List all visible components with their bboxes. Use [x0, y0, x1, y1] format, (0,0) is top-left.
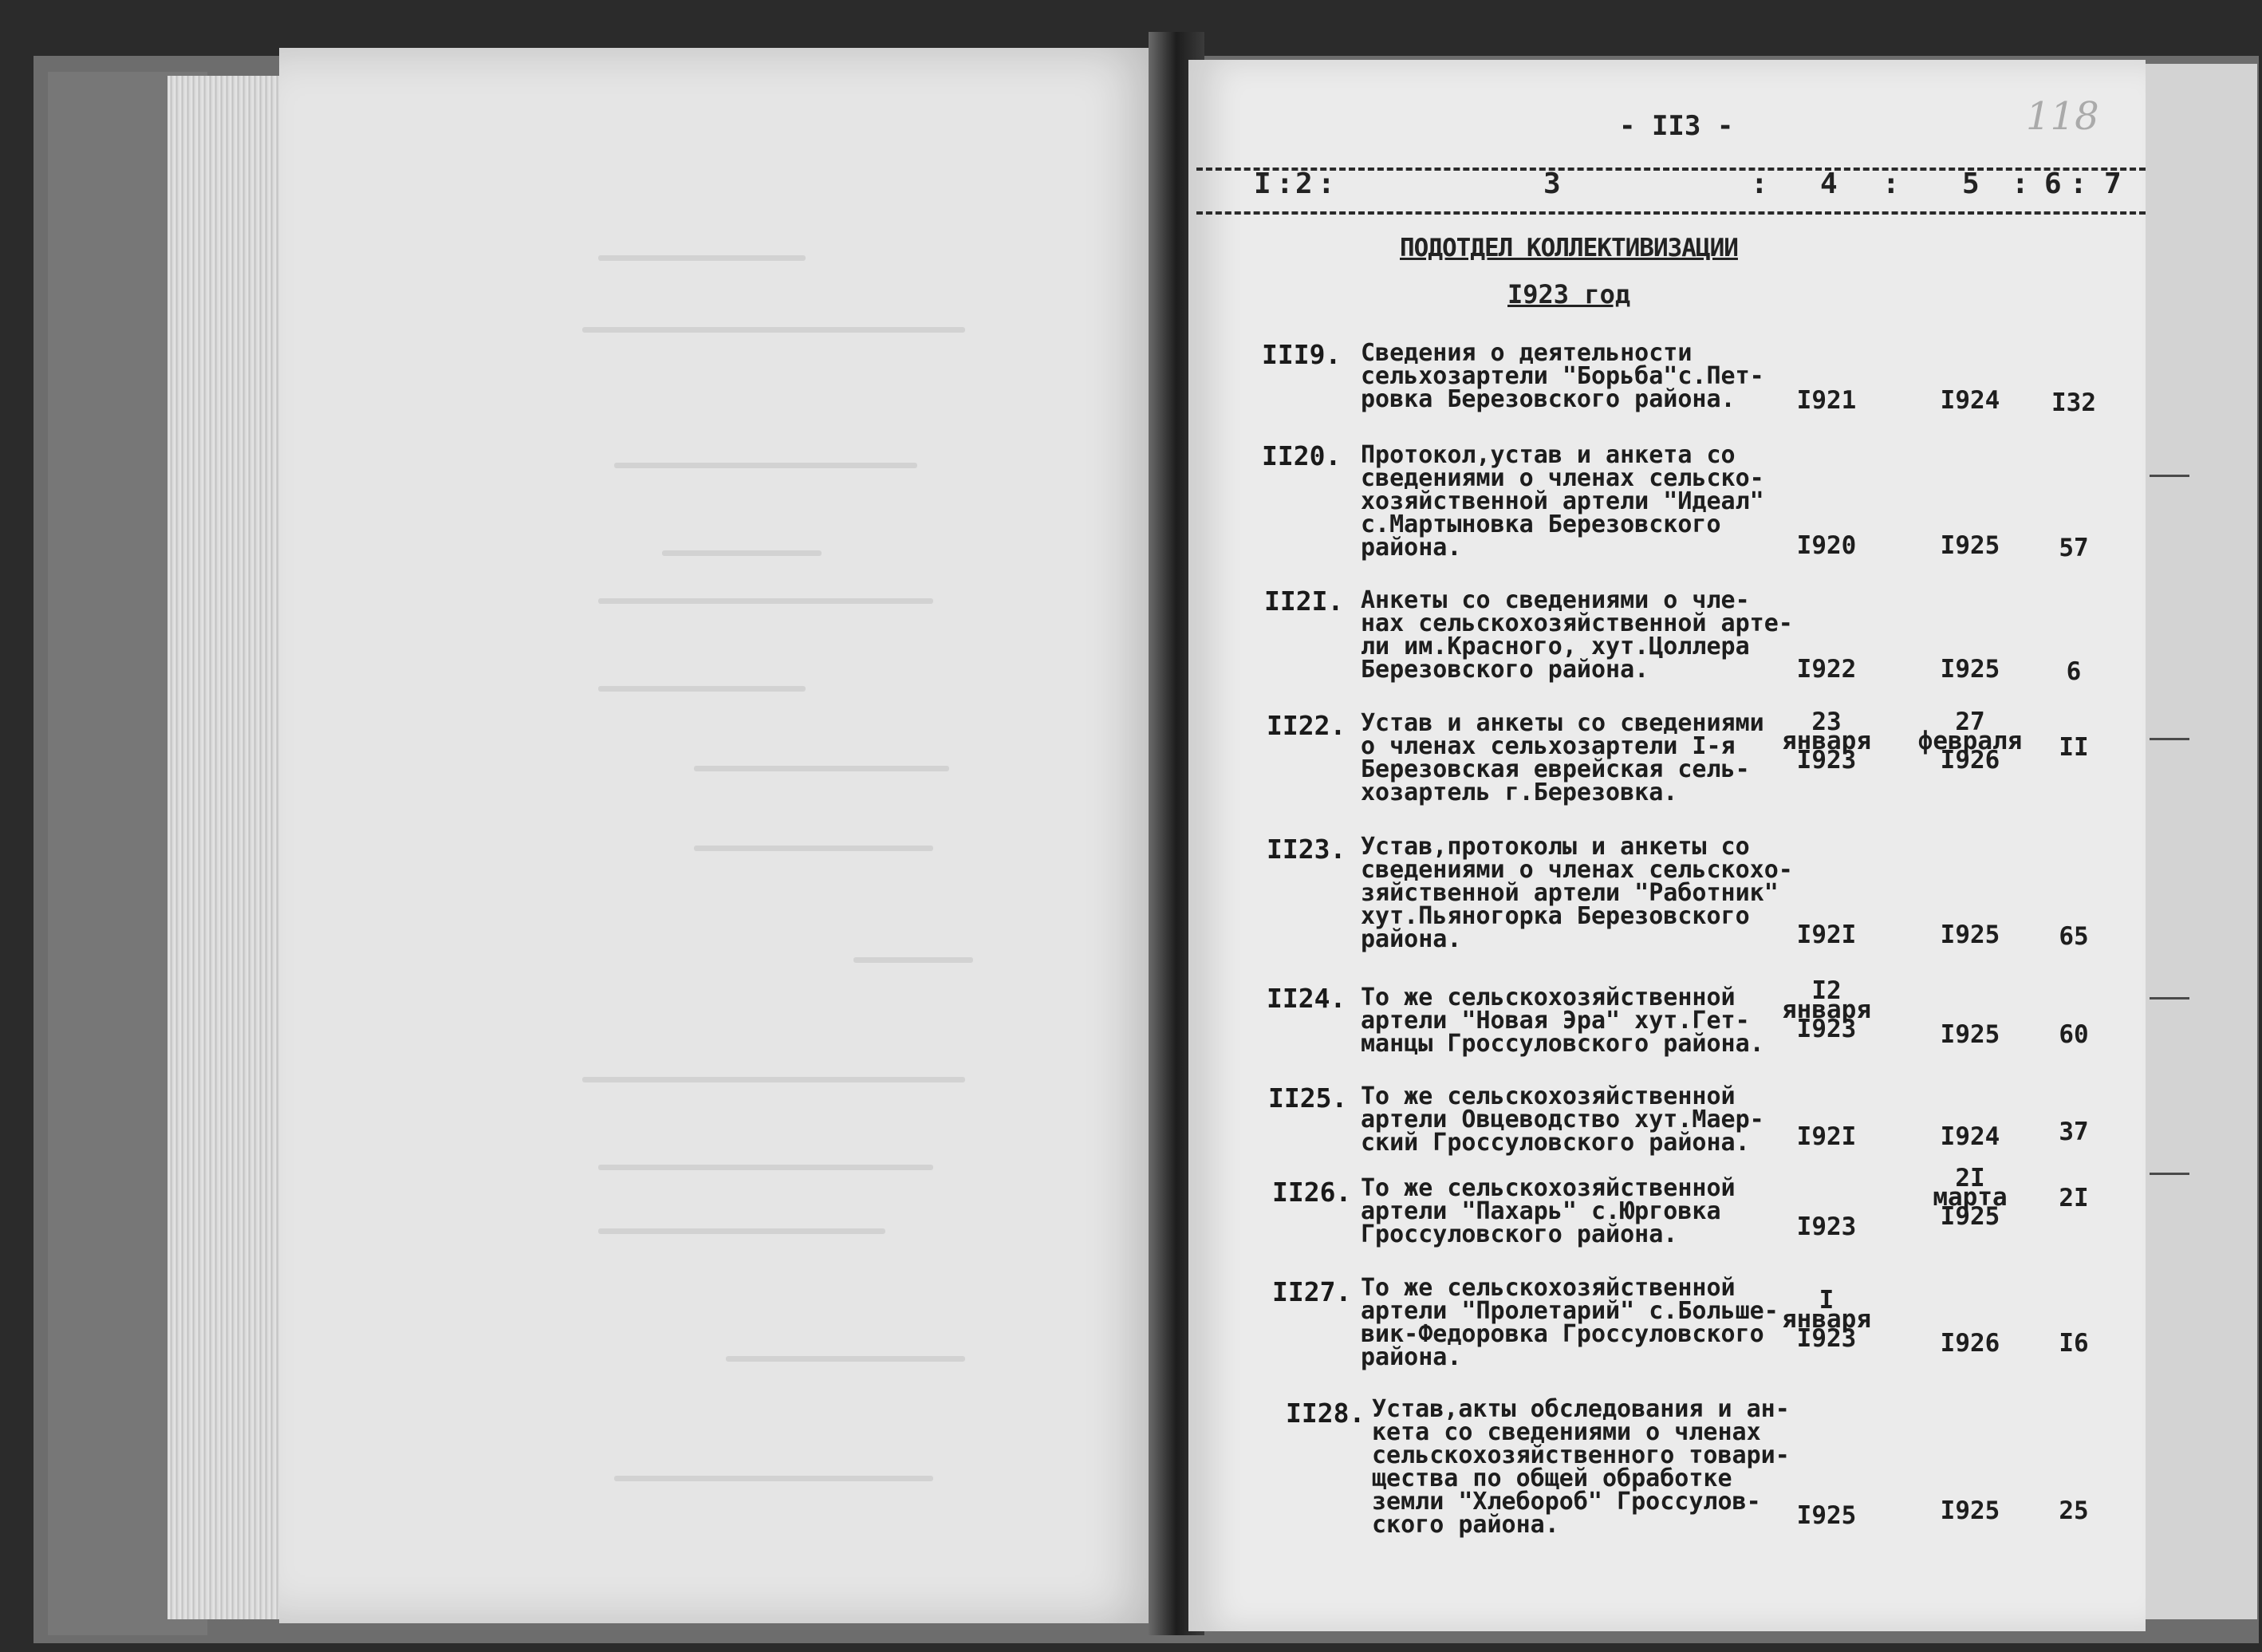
entry-description: Анкеты со сведениями о чле- нах сельскохозяйственной арте- ли им.Красного, хут.Цоллера Березовского района.	[1361, 586, 1793, 684]
entry-sheet-count: 57	[2059, 534, 2089, 562]
entry-sheet-count: II	[2059, 733, 2089, 762]
entry-number: II28.	[1286, 1398, 1365, 1429]
entry-number: III9.	[1262, 339, 1342, 370]
entry-number: II2I.	[1264, 585, 1344, 617]
right-page-edge	[2146, 64, 2257, 1619]
column-header-7: 7	[2104, 168, 2122, 200]
entry-end-date: I924	[1940, 1122, 2000, 1151]
entry-sheet-count: 65	[2059, 922, 2089, 951]
entry-end-date: 2I марта I925	[1933, 1164, 2008, 1231]
column-header-5: 5	[1962, 168, 1980, 200]
entry-start-date: I920	[1796, 531, 1857, 560]
show-through-text	[598, 1228, 885, 1234]
entry-end-date: I925	[1940, 1496, 2000, 1525]
entry-sheet-count: 37	[2059, 1118, 2089, 1146]
page-stack-edges	[167, 76, 295, 1619]
entry-end-date: I924	[1940, 386, 2000, 415]
archive-page-number: 118	[2026, 94, 2099, 139]
column-separator: :	[1882, 168, 1900, 200]
entry-sheet-count: I32	[2051, 388, 2096, 417]
show-through-text	[614, 463, 917, 468]
edge-marker	[2150, 738, 2189, 740]
entry-end-date: I925	[1940, 1020, 2000, 1049]
entry-number: II26.	[1272, 1177, 1352, 1208]
entry-start-date: I2 января I923	[1782, 976, 1871, 1043]
column-header-4: 4	[1820, 168, 1838, 200]
entry-start-date: I92I	[1796, 921, 1857, 949]
entry-sheet-count: 60	[2059, 1020, 2089, 1049]
show-through-text	[853, 957, 973, 963]
edge-marker	[2150, 1173, 2189, 1175]
show-through-text	[598, 1165, 933, 1170]
column-header-1: I	[1254, 168, 1271, 200]
edge-marker	[2150, 997, 2189, 999]
entry-end-date: I926	[1940, 1329, 2000, 1358]
entry-sheet-count: I6	[2059, 1329, 2089, 1358]
entry-description: Протокол,устав и анкета со сведениями о членах сельско- хозяйственной артели "Идеал" с.Мартыновка Березовского района.	[1361, 441, 1764, 562]
page-number: - II3 -	[1619, 110, 1734, 142]
entry-end-date: 27 февраля I926	[1917, 708, 2023, 775]
entry-number: II20.	[1262, 440, 1342, 471]
entry-number: II24.	[1267, 983, 1346, 1014]
entry-description: Устав и анкеты со сведениями о членах сельхозартели I-я Березовская еврейская сель- хозартель г.Березовка.	[1361, 709, 1764, 806]
column-separator: :	[1318, 168, 1335, 200]
left-page-blank-verso	[279, 48, 1164, 1623]
column-header-2: 2	[1295, 168, 1313, 200]
entry-description: То же сельскохозяйственной артели "Новая Эра" хут.Гет- манцы Гроссуловского района.	[1361, 984, 1764, 1058]
header-rule-bottom	[1196, 211, 2146, 215]
entry-end-date: I925	[1940, 921, 2000, 949]
section-title: ПОДОТДЕЛ КОЛЛЕКТИВИЗАЦИИ	[1400, 234, 1738, 262]
show-through-text	[694, 766, 949, 771]
year-title: I923 год	[1507, 279, 1631, 310]
show-through-text	[598, 686, 806, 692]
entry-description: Устав,акты обследования и ан- кета со сведениями о членах сельскохозяйственного товари- щества по общей обработке земли "Хлебороб" Гроссулов- ского района.	[1372, 1395, 1790, 1539]
entry-start-date: I января I923	[1782, 1286, 1871, 1353]
entry-description: То же сельскохозяйственной артели "Пролетарий" с.Больше- вик-Федоровка Гроссуловского района.	[1361, 1274, 1779, 1371]
entry-description: То же сельскохозяйственной артели "Пахарь" с.Юрговка Гроссуловского района.	[1361, 1174, 1736, 1248]
entry-start-date: I921	[1796, 386, 1857, 415]
entry-number: II22.	[1267, 710, 1346, 741]
show-through-text	[694, 846, 933, 851]
show-through-text	[662, 550, 822, 556]
entry-description: Устав,протоколы и анкеты со сведениями о членах сельскохо- зяйственной артели "Работник" хут.Пьяногорка Березовского района.	[1361, 833, 1793, 953]
entry-start-date: I925	[1796, 1501, 1857, 1530]
entry-sheet-count: 2I	[2059, 1184, 2089, 1212]
entry-sheet-count: 25	[2059, 1496, 2089, 1525]
show-through-text	[582, 327, 965, 333]
show-through-text	[726, 1356, 965, 1362]
column-header-3: 3	[1543, 168, 1561, 200]
entry-start-date: I922	[1796, 655, 1857, 684]
edge-marker	[2150, 475, 2189, 477]
entry-description: То же сельскохозяйственной артели Овцеводство хут.Маер- ский Гроссуловского района.	[1361, 1082, 1764, 1157]
entry-number: II27.	[1272, 1276, 1352, 1307]
entry-start-date: I923	[1796, 1212, 1857, 1241]
column-separator: :	[2070, 168, 2087, 200]
show-through-text	[598, 598, 933, 604]
column-separator: :	[2012, 168, 2029, 200]
show-through-text	[614, 1476, 933, 1481]
entry-start-date: I92I	[1796, 1122, 1857, 1151]
entry-end-date: I925	[1940, 531, 2000, 560]
column-header-6: 6	[2044, 168, 2062, 200]
entry-start-date: 23 января I923	[1782, 708, 1871, 775]
show-through-text	[598, 255, 806, 261]
entry-end-date: I925	[1940, 655, 2000, 684]
column-separator: :	[1276, 168, 1294, 200]
header-rule-top	[1196, 168, 2146, 171]
column-separator: :	[1751, 168, 1768, 200]
entry-number: II23.	[1267, 834, 1346, 865]
show-through-text	[582, 1077, 965, 1082]
entry-sheet-count: 6	[2066, 657, 2082, 686]
entry-description: Сведения о деятельности сельхозартели "Борьба"с.Пет- ровка Березовского района.	[1361, 339, 1764, 413]
entry-number: II25.	[1268, 1082, 1348, 1114]
